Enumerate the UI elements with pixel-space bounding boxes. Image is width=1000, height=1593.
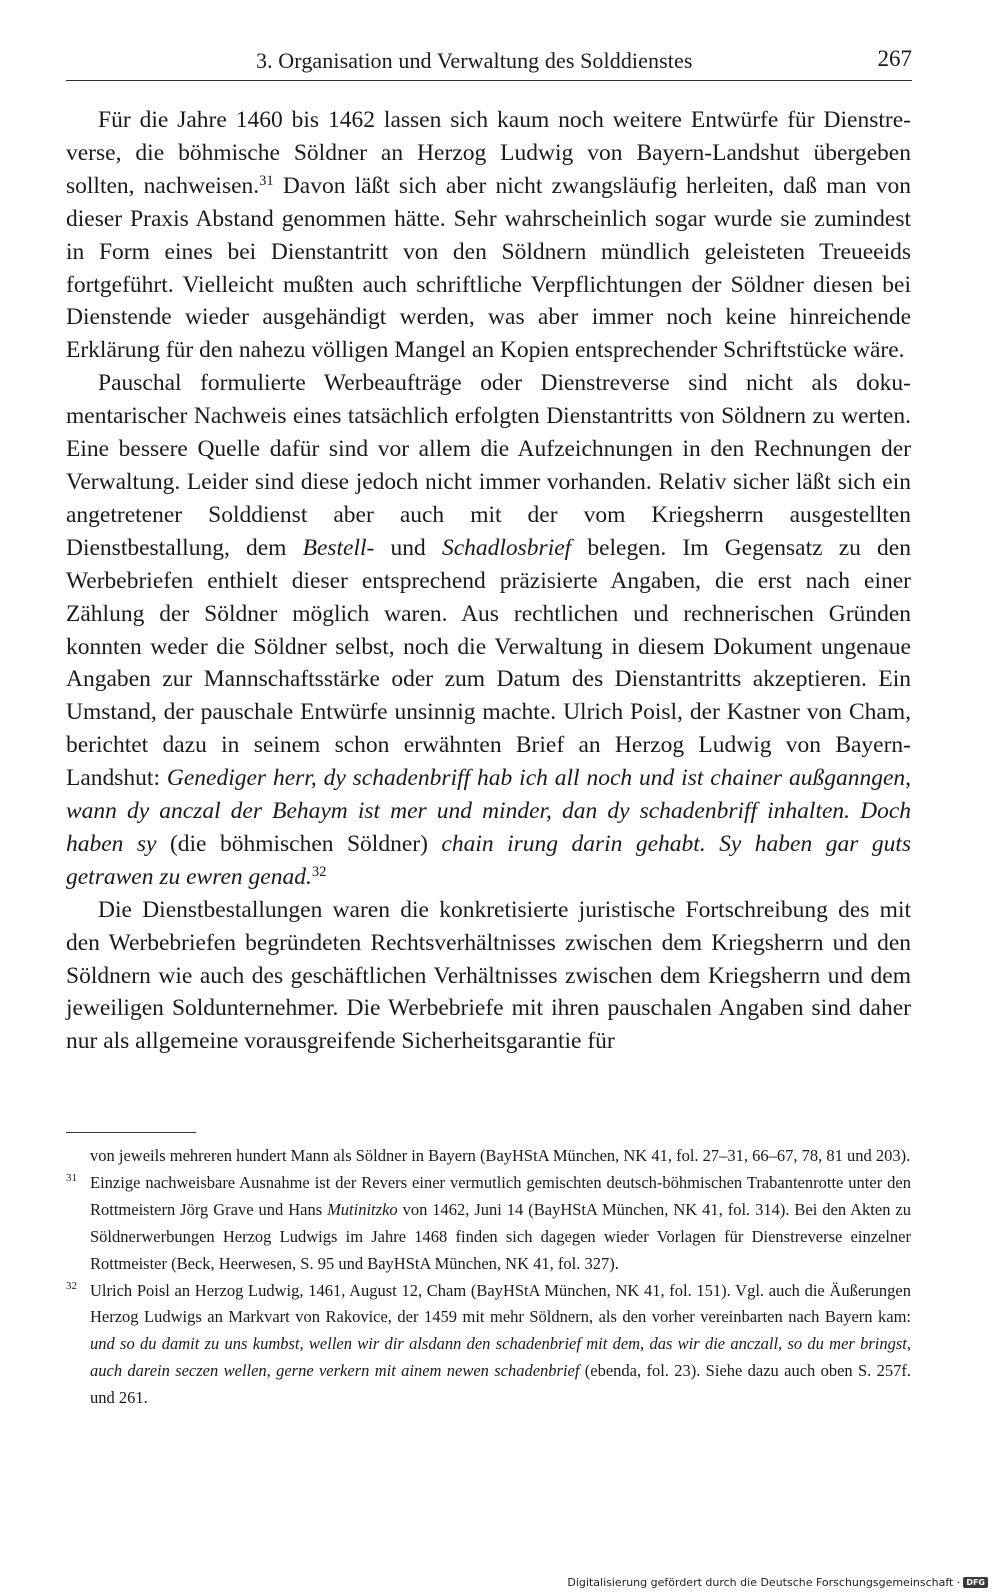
- text-run: (die böhmischen Söldner): [156, 830, 442, 857]
- italic-quote: und so du damit zu uns kumbst, wellen wir dir alsdann den schadenbrief mit dem, das wir die anczall, so du mer bringst, auch darein seczen wellen, gerne verkern mit ainem newen schadenbrief: [90, 1334, 911, 1381]
- italic-quote: Genediger herr, dy schadenbriff hab ich all noch und ist chainer außganngen, wann dy anczal der Behaym ist mer und minder, dan dy schadenbriff inhalten. Doch haben sy: [66, 765, 911, 857]
- dfg-logo-icon: DFG: [963, 1577, 988, 1588]
- running-header: [66, 44, 912, 81]
- text-run: Davon läßt sich aber nicht zwangsläufig herleiten, daß man von dieser Praxis Abstand genommen hätte. Sehr wahrscheinlich sogar wurde sie zumindest in Form eines bei Dienstantritt von den Söldnern mündlich geleisteten Treueeids fortgeführt. Vielleicht mußten auch schriftliche Verpflichtungen der Söldner diesen bei Dienstende wieder ausgehändigt werden, was aber immer noch keine hinreichende Erklärung für den nahezu völligen Mangel an Kopien entsprechender Schriftstücke wäre.: [66, 172, 911, 364]
- page-number: 267: [877, 46, 912, 71]
- italic-term: Schadlosbrief: [441, 534, 572, 561]
- text-run: Ulrich Poisl an Herzog Ludwig, 1461, August 12, Cham (BayHStA München, NK 41, fol. 151). Vgl. auch die Äußerungen Herzog Ludwigs an Markvart von Rakovice, der 1459 mit mehr Söldnern, als den vorher vereinbarten nach Bayern kam:: [90, 1280, 911, 1327]
- footnote-ref-31: 31: [259, 172, 274, 189]
- footnote-continuation: von jeweils mehreren hundert Mann als Söldner in Bayern (BayHStA München, NK 41, fol. 27–31, 66–67, 78, 81 und 203).: [90, 1146, 911, 1165]
- footnote-32: [66, 1278, 911, 1413]
- paragraph-3: Die Dienstbestallungen waren die konkretisierte juristische Fortschreibung des mit den Werbebriefen begründeten Rechtsverhältnisses zwischen dem Kriegsherrn und den Söldnern wie auch des geschäftlichen Verhältnisses zwischen dem Kriegsherrn und dem jeweiligen Soldunternehmer. Die Werbebriefe mit ihren pauschalen Angaben sind daher nur als allgemeine vorausgreifende Sicherheitsgarantie für: [66, 896, 911, 1055]
- footnote-31: [66, 1170, 911, 1278]
- footnote-divider: [66, 1132, 196, 1133]
- text-run: (ebenda, fol. 23). Siehe dazu auch oben S. 257f. und 261.: [90, 1361, 911, 1408]
- digitization-credit: [567, 1576, 988, 1589]
- text-run: und: [374, 534, 442, 561]
- text-run: Für die Jahre 1460 bis 1462 lassen sich kaum noch weitere Entwürfe für Dienstreverse, die böhmische Söldner an Herzog Ludwig von Bayern-Landshut übergeben sollten, nachweisen.: [66, 107, 911, 199]
- italic-term: Bestell-: [302, 534, 375, 561]
- footnote-ref-32: 32: [311, 863, 327, 880]
- text-run: Einzige nachweisbare Ausnahme ist der Revers einer vermutlich gemischten deutsch-böhmischen Trabantenrotte unter den Rottmeistern Jörg Grave und Hans: [90, 1172, 911, 1219]
- italic-name: Mutinitzko: [327, 1199, 398, 1219]
- text-run: Pauschal formulierte Werbeaufträge oder Dienstreverse sind nicht als dokumentarischer Nachweis eines tatsächlich erfolgten Dienstantritts von Söldnern zu werten. Eine bessere Quelle dafür sind vor allem die Aufzeichnungen in den Rechnungen der Verwaltung. Leider sind diese jedoch nicht immer vorhanden. Relativ sicher läßt sich ein angetretener Solddienst aber auch mit der vom Kriegsherrn ausgestellten Dienstbestallung, dem: [66, 370, 911, 561]
- footnotes: [66, 1143, 911, 1412]
- chapter-title: 3. Organisation und Verwaltung des Solddienstes: [256, 48, 693, 73]
- credit-text: Digitalisierung gefördert durch die Deutsche Forschungsgemeinschaft ·: [567, 1576, 961, 1589]
- paragraph-2: [66, 367, 911, 894]
- italic-quote: chain irung darin gehabt. Sy haben gar guts getrawen zu ewren genad.: [66, 830, 911, 890]
- footnote-number: 31: [66, 1171, 77, 1184]
- text-run: von 1462, Juni 14 (BayHStA München, NK 41, fol. 314). Bei den Akten zu Söldnerwerbungen Herzog Ludwigs im Jahre 1468 finden sich dagegen wieder Vorlagen für Dienstreverse einzelner Rottmeister (Beck, Heerwesen, S. 95 und BayHStA München, NK 41, fol. 327).: [90, 1199, 911, 1273]
- paragraph-1: [66, 104, 911, 367]
- footnote-number: 32: [66, 1279, 77, 1292]
- main-text: [66, 104, 911, 1058]
- text-run: belegen. Im Gegensatz zu den Werbebriefen enthielt dieser entsprechend präzisierte Angaben, die erst nach einer Zählung der Söldner möglich waren. Aus rechtlichen und rechnerischen Gründen konnten weder die Söldner selbst, noch die Verwaltung in diesem Dokument ungenaue Angaben zur Mannschaftsstärke oder zum Datum des Dienstantritts akzeptieren. Ein Umstand, der pauschale Entwürfe unsinnig machte. Ulrich Poisl, der Kastner von Cham, berichtet dazu in seinem schon erwähnten Brief an Herzog Ludwig von Bayern-Landshut:: [66, 534, 911, 792]
